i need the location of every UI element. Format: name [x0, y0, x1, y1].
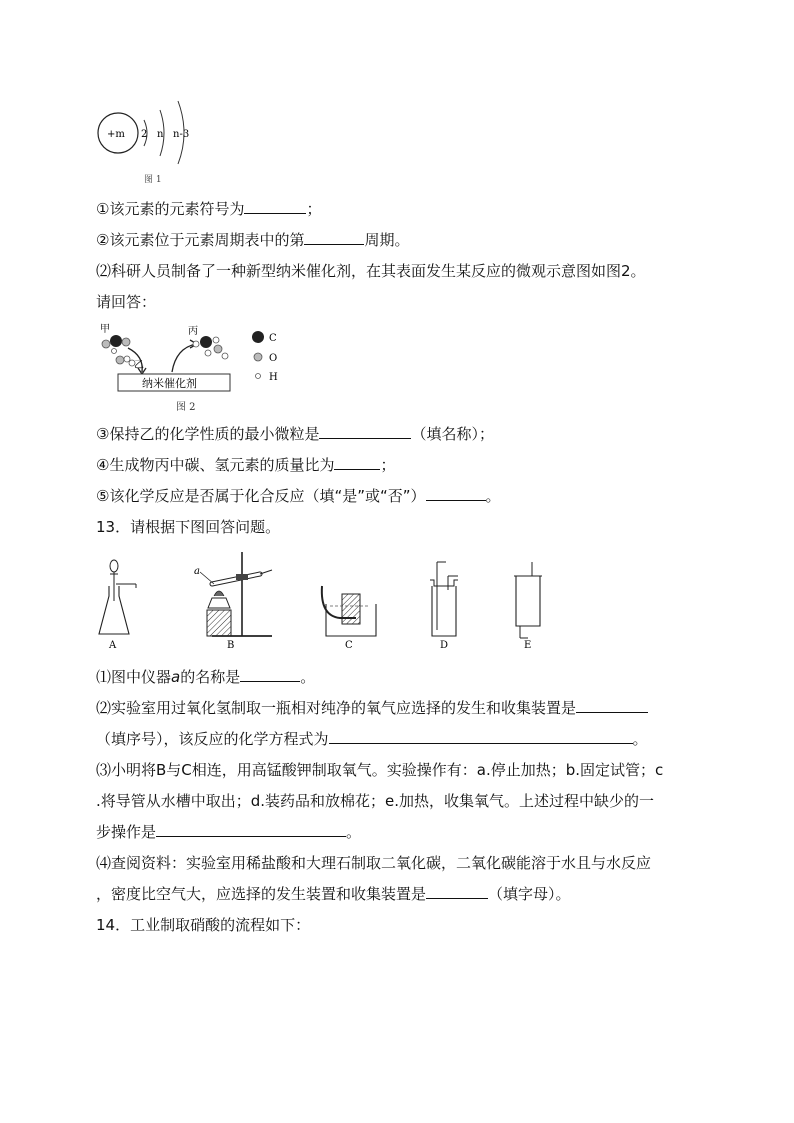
answer-blank-instrument-name[interactable]: [240, 667, 300, 682]
q12-item-4: [96, 455, 395, 475]
q12-item-5: [96, 486, 501, 506]
q13-part-3-end: 。: [346, 823, 362, 841]
q13-part-4-end: （填字母）。: [488, 885, 571, 903]
q12-item-4-text: ④生成物丙中碳、氢元素的质量比为: [96, 456, 335, 474]
q13-part-3-line-2: .将导管从水槽中取出；d.装药品和放棉花；e.加热，收集氧气。上述过程中缺少的一: [96, 792, 655, 810]
label-bing: 丙: [188, 326, 198, 337]
answer-blank-smallest-particle[interactable]: [319, 424, 411, 439]
label-instrument-a: a: [194, 566, 200, 577]
q13-part-1-end: 。: [300, 668, 316, 686]
label-b: B: [227, 640, 235, 651]
atom-h: [205, 350, 211, 356]
label-e: E: [524, 640, 532, 651]
q13-part-4-line-2: [96, 884, 571, 904]
answer-blank-combination[interactable]: [426, 486, 486, 501]
figure-1-caption: 图 1: [144, 175, 162, 185]
q13-part-1-text: ⑴图中仪器: [96, 668, 172, 686]
figure-2-reaction-diagram: [96, 322, 296, 414]
apparatus-d: [430, 562, 458, 651]
legend-o-icon: [254, 353, 262, 361]
q13-title: 13．请根据下图回答问题。: [96, 518, 281, 536]
shell-2-count: n: [157, 129, 164, 140]
label-c: C: [345, 640, 353, 651]
apparatus-a: [99, 560, 136, 651]
atom-c: [110, 335, 122, 347]
q13-part-2-line-1: [96, 698, 648, 718]
atom-o: [116, 356, 124, 364]
answer-blank-equation[interactable]: [329, 729, 633, 744]
atom-o: [102, 340, 110, 348]
q12-part-2-line-1: ⑵科研人员制备了一种新型纳米催化剂，在其表面发生某反应的微观示意图如图2。: [96, 262, 646, 280]
figure-1-atom-diagram: [96, 98, 226, 188]
atom-h: [124, 356, 130, 362]
q12-item-1-text: ①该元素的元素符号为: [96, 200, 245, 218]
shell-1-count: 2: [141, 129, 148, 140]
apparatus-e: [514, 562, 542, 651]
q13-part-2-end: 。: [632, 730, 648, 748]
legend-c-label: C: [269, 333, 277, 344]
q13-part-4-line-1: ⑷查阅资料：实验室用稀盐酸和大理石制取二氧化碳，二氧化碳能溶于水且与水反应: [96, 854, 652, 872]
atom-h: [193, 341, 199, 347]
apparatus-figure: [96, 546, 556, 656]
answer-blank-period[interactable]: [304, 230, 364, 245]
atom-h: [222, 353, 228, 359]
atom-h: [112, 349, 117, 354]
q12-part-2-line-2: 请回答：: [96, 293, 157, 311]
answer-blank-element-symbol[interactable]: [244, 199, 306, 214]
q12-item-5-text: ⑤该化学反应是否属于化合反应（填“是”或“否”）: [96, 487, 426, 505]
q13-part-1-mid: 的名称是: [180, 668, 241, 686]
shell-3-count: n-3: [173, 129, 190, 140]
q13-part-2-equation-text: （填序号），该反应的化学方程式为: [96, 730, 329, 748]
q12-item-1: [96, 199, 321, 219]
q13-part-1: [96, 667, 315, 687]
answer-blank-mass-ratio[interactable]: [334, 455, 380, 470]
answer-blank-co2-apparatus[interactable]: [426, 884, 488, 899]
q12-item-3-text: ③保持乙的化学性质的最小微粒是: [96, 425, 320, 443]
q12-item-1-end: ；: [306, 200, 322, 218]
label-a: A: [109, 640, 117, 651]
nucleus-label: +m: [107, 129, 125, 140]
q13-part-2-line-2: [96, 729, 648, 749]
q12-item-3-end: （填名称）；: [411, 425, 494, 443]
q12-item-3: [96, 424, 494, 444]
q13-part-3-text: 步操作是: [96, 823, 157, 841]
q13-part-3-line-1: ⑶小明将B与C相连，用高锰酸钾制取氧气。实验操作有：a.停止加热；b.固定试管；c: [96, 761, 664, 779]
catalyst-label: 纳米催化剂: [142, 377, 197, 390]
q13-part-2-text: ⑵实验室用过氧化氢制取一瓶相对纯净的氧气应选择的发生和收集装置是: [96, 699, 577, 717]
answer-blank-missing-step[interactable]: [156, 822, 346, 837]
q12-item-4-end: ；: [380, 456, 396, 474]
figure-2-caption: 图 2: [176, 402, 196, 413]
q12-item-5-end: 。: [485, 487, 501, 505]
legend-c-icon: [252, 331, 264, 343]
apparatus-c: [322, 586, 376, 651]
label-d: D: [440, 640, 449, 651]
atom-o: [214, 345, 222, 353]
legend-h-label: H: [269, 372, 278, 383]
q13-part-4-text: ，密度比空气大，应选择的发生装置和收集装置是: [96, 885, 427, 903]
legend-h-icon: [256, 374, 261, 379]
q13-part-3-line-3: [96, 822, 361, 842]
apparatus-b: [194, 552, 272, 651]
label-jia: 甲: [100, 324, 110, 335]
label-yi: 乙: [134, 360, 144, 371]
q12-item-2-text: ②该元素位于元素周期表中的第: [96, 231, 305, 249]
atom-h: [213, 337, 219, 343]
legend-o-label: O: [269, 353, 278, 364]
q14-title: 14．工业制取硝酸的流程如下：: [96, 916, 311, 934]
instrument-a-mark: a: [171, 668, 181, 686]
answer-blank-apparatus[interactable]: [576, 698, 648, 713]
atom-c: [200, 336, 212, 348]
atom-o: [122, 338, 130, 346]
q12-item-2-end: 周期。: [364, 231, 410, 249]
q12-item-2: [96, 230, 409, 250]
